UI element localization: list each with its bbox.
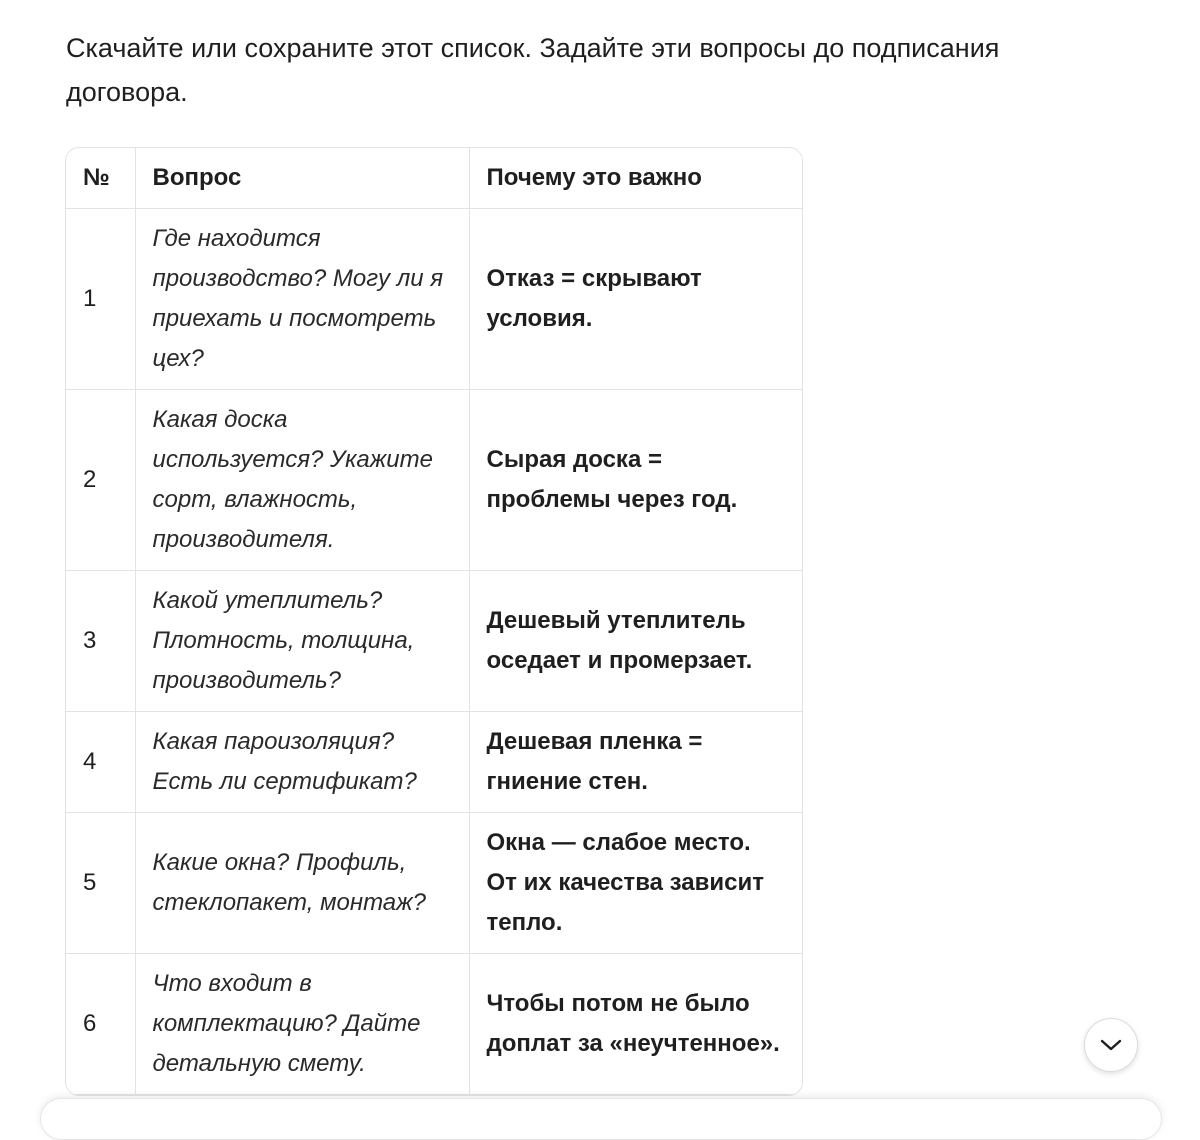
table-row — [66, 209, 802, 390]
row-why: Чтобы потом не было доплат за «неучтенное». — [469, 954, 802, 1095]
table-row — [66, 954, 802, 1095]
table-row — [66, 813, 802, 954]
row-question: Какая доска используется? Укажите сорт, влажность, производителя. — [135, 390, 469, 571]
row-why: Дешевая пленка = гниение стен. — [469, 712, 802, 813]
row-number: 3 — [66, 571, 135, 712]
message-composer[interactable] — [40, 1098, 1162, 1140]
table-row — [66, 390, 802, 571]
row-why: Дешевый утеплитель оседает и промерзает. — [469, 571, 802, 712]
scroll-down-button[interactable] — [1084, 1018, 1138, 1072]
questions-table — [65, 147, 803, 1096]
table-row — [66, 571, 802, 712]
chevron-down-icon — [1100, 1038, 1122, 1052]
table-header-row — [66, 148, 802, 209]
header-question: Вопрос — [135, 148, 469, 209]
header-why: Почему это важно — [469, 148, 802, 209]
row-number: 6 — [66, 954, 135, 1095]
row-number: 2 — [66, 390, 135, 571]
row-number: 5 — [66, 813, 135, 954]
row-number: 1 — [66, 209, 135, 390]
intro-text: Скачайте или сохраните этот список. Задайте эти вопросы до подписания договора. — [66, 33, 1000, 107]
row-why: Окна — слабое место. От их качества зависит тепло. — [469, 813, 802, 954]
row-question: Какая пароизоляция? Есть ли сертификат? — [135, 712, 469, 813]
row-question: Что входит в комплектацию? Дайте детальную смету. — [135, 954, 469, 1095]
row-why: Сырая доска = проблемы через год. — [469, 390, 802, 571]
row-question: Где находится производство? Могу ли я приехать и посмотреть цех? — [135, 209, 469, 390]
row-why: Отказ = скрывают условия. — [469, 209, 802, 390]
row-question: Какой утеплитель? Плотность, толщина, производитель? — [135, 571, 469, 712]
row-number: 4 — [66, 712, 135, 813]
row-question: Какие окна? Профиль, стеклопакет, монтаж? — [135, 813, 469, 954]
header-num: № — [66, 148, 135, 209]
table-row — [66, 712, 802, 813]
